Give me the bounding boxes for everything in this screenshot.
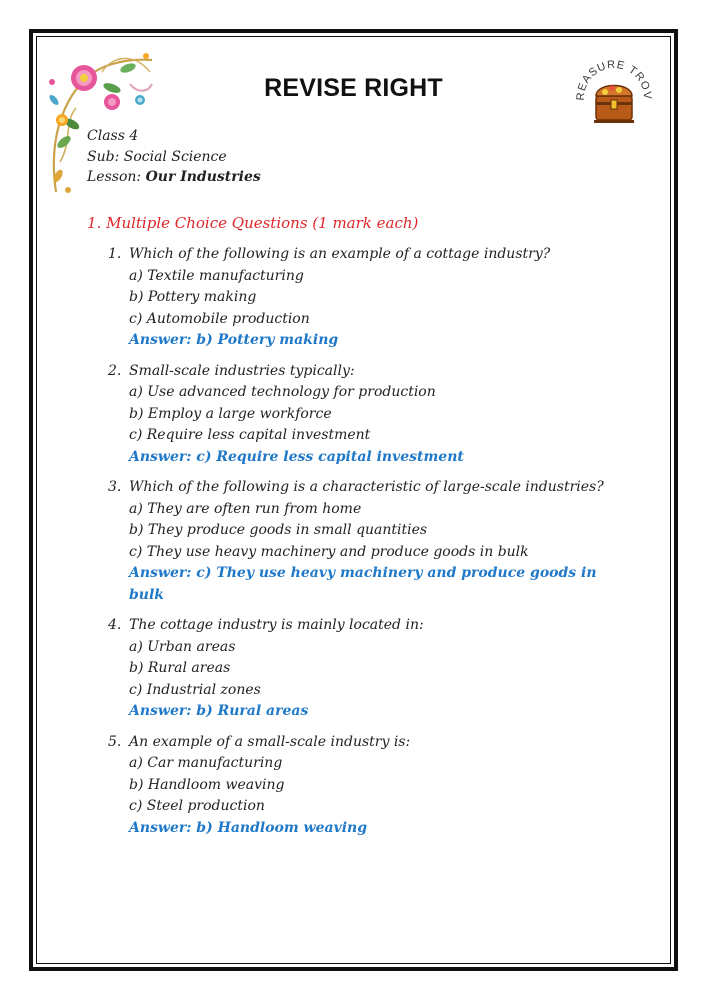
answer-text: Answer: c) Require less capital investment	[129, 448, 464, 465]
page-title: REVISE RIGHT	[264, 74, 443, 102]
question-item	[108, 361, 628, 469]
logo-text: REASURE TROV	[574, 58, 654, 101]
option: a) Urban areas	[129, 638, 236, 655]
subject-label: Sub: Social Science	[87, 148, 227, 165]
option: a) Use advanced technology for production	[129, 384, 436, 400]
question-text: Small-scale industries typically:	[129, 362, 355, 379]
worksheet-meta	[87, 126, 261, 188]
option: c) Automobile production	[129, 310, 310, 327]
option: c) Steel production	[129, 798, 265, 814]
question-text: An example of a small-scale industry is:	[129, 733, 411, 750]
answer-text: Answer: b) Rural areas	[129, 703, 309, 719]
option: b) Employ a large workforce	[129, 405, 332, 422]
question-item	[108, 732, 628, 840]
option: c) Require less capital investment	[129, 427, 371, 443]
question-item	[108, 615, 628, 723]
question-number: 3.	[108, 479, 122, 495]
question-number: 2.	[108, 362, 122, 379]
question-number: 1.	[108, 246, 122, 262]
question-text: The cottage industry is mainly located in:	[129, 617, 424, 633]
question-number: 4.	[108, 617, 122, 633]
question-item	[108, 244, 628, 352]
answer-text: Answer: b) Handloom weaving	[129, 819, 367, 836]
lesson-prefix: Lesson:	[87, 169, 146, 185]
option: c) They use heavy machinery and produce goods in bulk	[129, 543, 529, 560]
answer-text: Answer: b) Pottery making	[129, 332, 339, 348]
class-label: Class 4	[87, 128, 139, 144]
option: a) They are often run from home	[129, 500, 362, 517]
option: b) They produce goods in small quantities	[129, 522, 428, 538]
question-number: 5.	[108, 733, 122, 750]
lesson-name: Our Industries	[145, 169, 261, 185]
option: b) Pottery making	[129, 289, 257, 305]
option: a) Car manufacturing	[129, 755, 283, 771]
question-item	[108, 477, 628, 606]
lesson-label	[87, 167, 261, 188]
question-text: Which of the following is a characteristic of large-scale industries?	[129, 479, 604, 495]
option: b) Handloom weaving	[129, 776, 285, 793]
answer-text: Answer: c) They use heavy machinery and produce goods in bulk	[129, 565, 597, 603]
option: b) Rural areas	[129, 660, 231, 676]
question-text: Which of the following is an example of a cottage industry?	[129, 246, 551, 262]
question-list	[108, 244, 628, 848]
option: c) Industrial zones	[129, 681, 261, 698]
option: a) Textile manufacturing	[129, 267, 304, 284]
section-heading: 1. Multiple Choice Questions (1 mark each)	[87, 214, 419, 232]
